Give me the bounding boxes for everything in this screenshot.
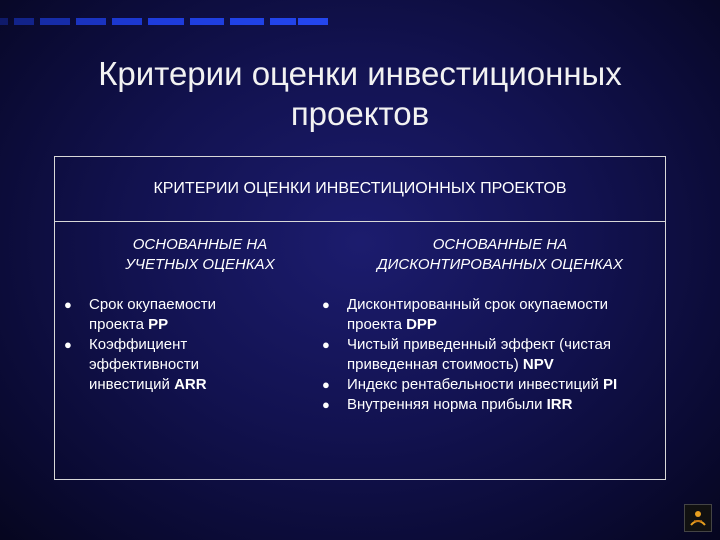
bullet-dot-icon: ●: [322, 397, 330, 412]
top-bar-segment: [14, 18, 34, 25]
bullet-dot-icon: ●: [322, 337, 330, 352]
right-column-heading: [345, 235, 655, 275]
slide-title-line2: проектов: [290, 95, 430, 132]
top-bar-segment: [0, 18, 8, 25]
item-text: Внутренняя норма прибыли: [347, 396, 547, 413]
item-abbr: NPV: [522, 356, 554, 373]
list-item: [61, 335, 261, 395]
top-bar-segment: [230, 18, 264, 25]
item-abbr: IRR: [546, 396, 573, 413]
item-abbr: ARR: [174, 376, 207, 393]
list-item: [319, 395, 663, 415]
slide-title: [60, 54, 660, 134]
item-abbr: PP: [148, 316, 169, 333]
bullet-dot-icon: ●: [322, 377, 330, 392]
criteria-table: [54, 156, 666, 480]
item-text: Чистый приведенный эффект (чистая приведенная стоимость): [347, 336, 612, 373]
item-text: Коэффициент эффективности инвестиций: [89, 336, 200, 393]
discounted-criteria-list: [319, 295, 663, 415]
top-bar-segment: [148, 18, 184, 25]
top-bar-segment: [190, 18, 224, 25]
top-bar-segment: [298, 18, 328, 25]
bullet-dot-icon: ●: [64, 297, 72, 312]
left-heading-line2: УЧЕТНЫХ ОЦЕНКАХ: [125, 256, 275, 273]
top-bar-segment: [270, 18, 296, 25]
item-text: Индекс рентабельности инвестиций: [347, 376, 604, 393]
table-header: [55, 157, 665, 222]
right-heading-line2: ДИСКОНТИРОВАННЫХ ОЦЕНКАХ: [377, 256, 623, 273]
top-bar-segment: [40, 18, 70, 25]
item-abbr: PI: [603, 376, 618, 393]
table-header-text: КРИТЕРИИ ОЦЕНКИ ИНВЕСТИЦИОННЫХ ПРОЕКТОВ: [153, 180, 567, 197]
decorative-top-bar: [0, 18, 330, 25]
top-bar-segment: [112, 18, 142, 25]
right-heading-line1: ОСНОВАННЫЕ НА: [432, 236, 568, 253]
list-item: [319, 335, 663, 375]
corner-logo-icon: [684, 504, 712, 532]
bullet-dot-icon: ●: [64, 337, 72, 352]
left-heading-line1: ОСНОВАННЫЕ НА: [132, 236, 268, 253]
item-abbr: DPP: [406, 316, 437, 333]
item-text: Дисконтированный срок окупаемости проекта: [347, 296, 609, 333]
accounting-criteria-list: [61, 295, 261, 395]
left-column-heading: [75, 235, 325, 275]
list-item: [319, 295, 663, 335]
bullet-dot-icon: ●: [322, 297, 330, 312]
corner-logo-graphic: [685, 505, 711, 531]
slide-title-line1: Критерии оценки инвестиционных: [98, 55, 622, 92]
list-item: [319, 375, 663, 395]
list-item: [61, 295, 261, 335]
top-bar-segment: [76, 18, 106, 25]
item-text: Срок окупаемости проекта: [89, 296, 217, 333]
